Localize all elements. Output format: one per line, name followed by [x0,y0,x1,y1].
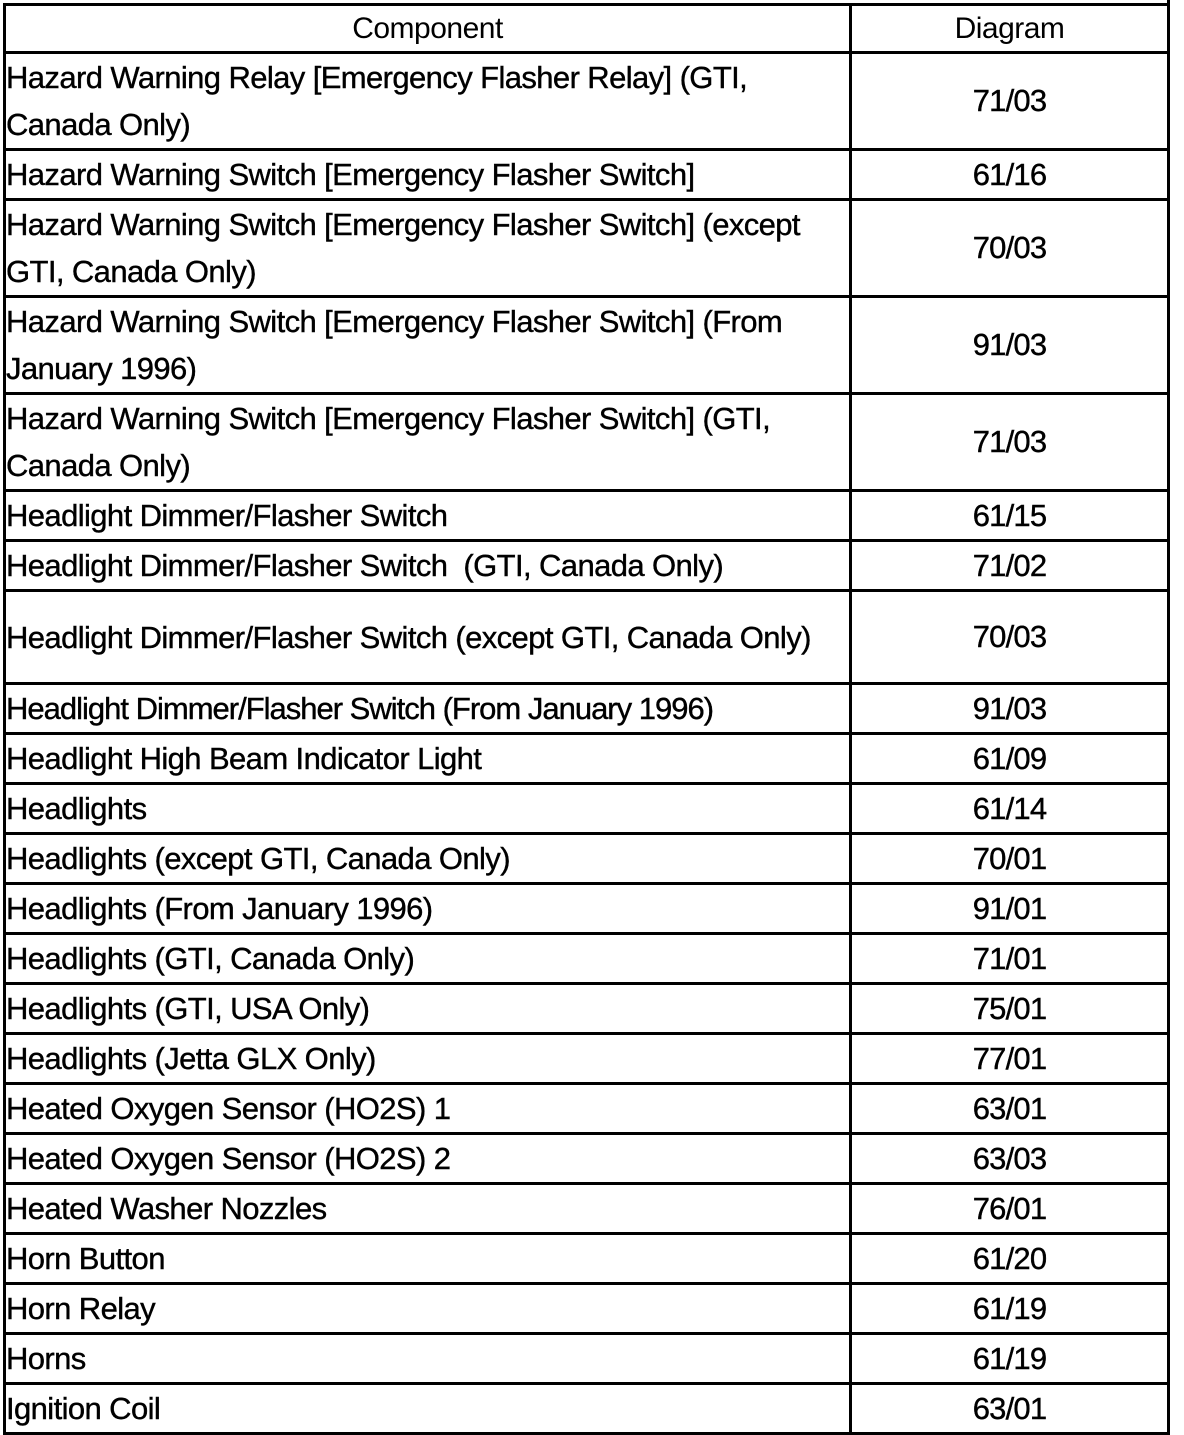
component-cell: Horn Relay [5,1284,851,1334]
diagram-cell: 70/03 [851,200,1169,297]
component-cell: Headlight Dimmer/Flasher Switch [5,491,851,541]
component-index-sheet [3,3,1167,1435]
component-cell: Heated Washer Nozzles [5,1184,851,1234]
table-row [5,1184,1169,1234]
page-right-edge-rule [1167,0,1170,1408]
diagram-cell: 76/01 [851,1184,1169,1234]
component-cell: Hazard Warning Switch [Emergency Flasher Switch] [5,150,851,200]
diagram-cell: 91/03 [851,297,1169,394]
diagram-cell: 91/01 [851,884,1169,934]
component-column-header: Component [5,5,851,53]
diagram-cell: 63/01 [851,1384,1169,1434]
component-cell: Hazard Warning Switch [Emergency Flasher Switch] (From January 1996) [5,297,851,394]
diagram-cell: 70/01 [851,834,1169,884]
table-row [5,684,1169,734]
component-cell: Headlight Dimmer/Flasher Switch (except GTI, Canada Only) [5,591,851,684]
table-row [5,984,1169,1034]
diagram-cell: 61/19 [851,1334,1169,1384]
table-row [5,884,1169,934]
diagram-cell: 61/15 [851,491,1169,541]
table-row [5,150,1169,200]
component-cell: Headlights [5,784,851,834]
table-row [5,53,1169,150]
component-cell: Hazard Warning Switch [Emergency Flasher Switch] (except GTI, Canada Only) [5,200,851,297]
table-row [5,297,1169,394]
diagram-cell: 75/01 [851,984,1169,1034]
component-cell: Ignition Coil [5,1384,851,1434]
diagram-cell: 61/14 [851,784,1169,834]
diagram-cell: 71/03 [851,53,1169,150]
component-cell: Horns [5,1334,851,1384]
table-row [5,1084,1169,1134]
component-cell: Hazard Warning Relay [Emergency Flasher Relay] (GTI, Canada Only) [5,53,851,150]
table-row [5,934,1169,984]
component-cell: Hazard Warning Switch [Emergency Flasher Switch] (GTI, Canada Only) [5,394,851,491]
component-cell: Headlight Dimmer/Flasher Switch (GTI, Canada Only) [5,541,851,591]
table-row [5,541,1169,591]
table-header-row [5,5,1169,53]
table-row [5,734,1169,784]
table-row [5,1234,1169,1284]
diagram-cell: 63/01 [851,1084,1169,1134]
table-row [5,1134,1169,1184]
diagram-column-header: Diagram [851,5,1169,53]
component-cell: Headlight Dimmer/Flasher Switch (From January 1996) [5,684,851,734]
table-row [5,491,1169,541]
component-cell: Headlight High Beam Indicator Light [5,734,851,784]
diagram-cell: 61/19 [851,1284,1169,1334]
component-cell: Headlights (Jetta GLX Only) [5,1034,851,1084]
table-row [5,1284,1169,1334]
diagram-cell: 63/03 [851,1134,1169,1184]
component-cell: Heated Oxygen Sensor (HO2S) 2 [5,1134,851,1184]
diagram-cell: 70/03 [851,591,1169,684]
table-row [5,394,1169,491]
table-row [5,1334,1169,1384]
component-cell: Headlights (GTI, Canada Only) [5,934,851,984]
diagram-cell: 71/01 [851,934,1169,984]
component-diagram-table [3,3,1170,1435]
diagram-cell: 71/02 [851,541,1169,591]
table-row [5,200,1169,297]
table-row [5,784,1169,834]
diagram-cell: 61/16 [851,150,1169,200]
diagram-cell: 91/03 [851,684,1169,734]
diagram-cell: 71/03 [851,394,1169,491]
table-row [5,1034,1169,1084]
component-cell: Heated Oxygen Sensor (HO2S) 1 [5,1084,851,1134]
table-row [5,834,1169,884]
table-row [5,591,1169,684]
component-cell: Headlights (GTI, USA Only) [5,984,851,1034]
component-cell: Headlights (except GTI, Canada Only) [5,834,851,884]
diagram-cell: 61/09 [851,734,1169,784]
table-row [5,1384,1169,1434]
diagram-cell: 61/20 [851,1234,1169,1284]
component-cell: Headlights (From January 1996) [5,884,851,934]
component-cell: Horn Button [5,1234,851,1284]
diagram-cell: 77/01 [851,1034,1169,1084]
